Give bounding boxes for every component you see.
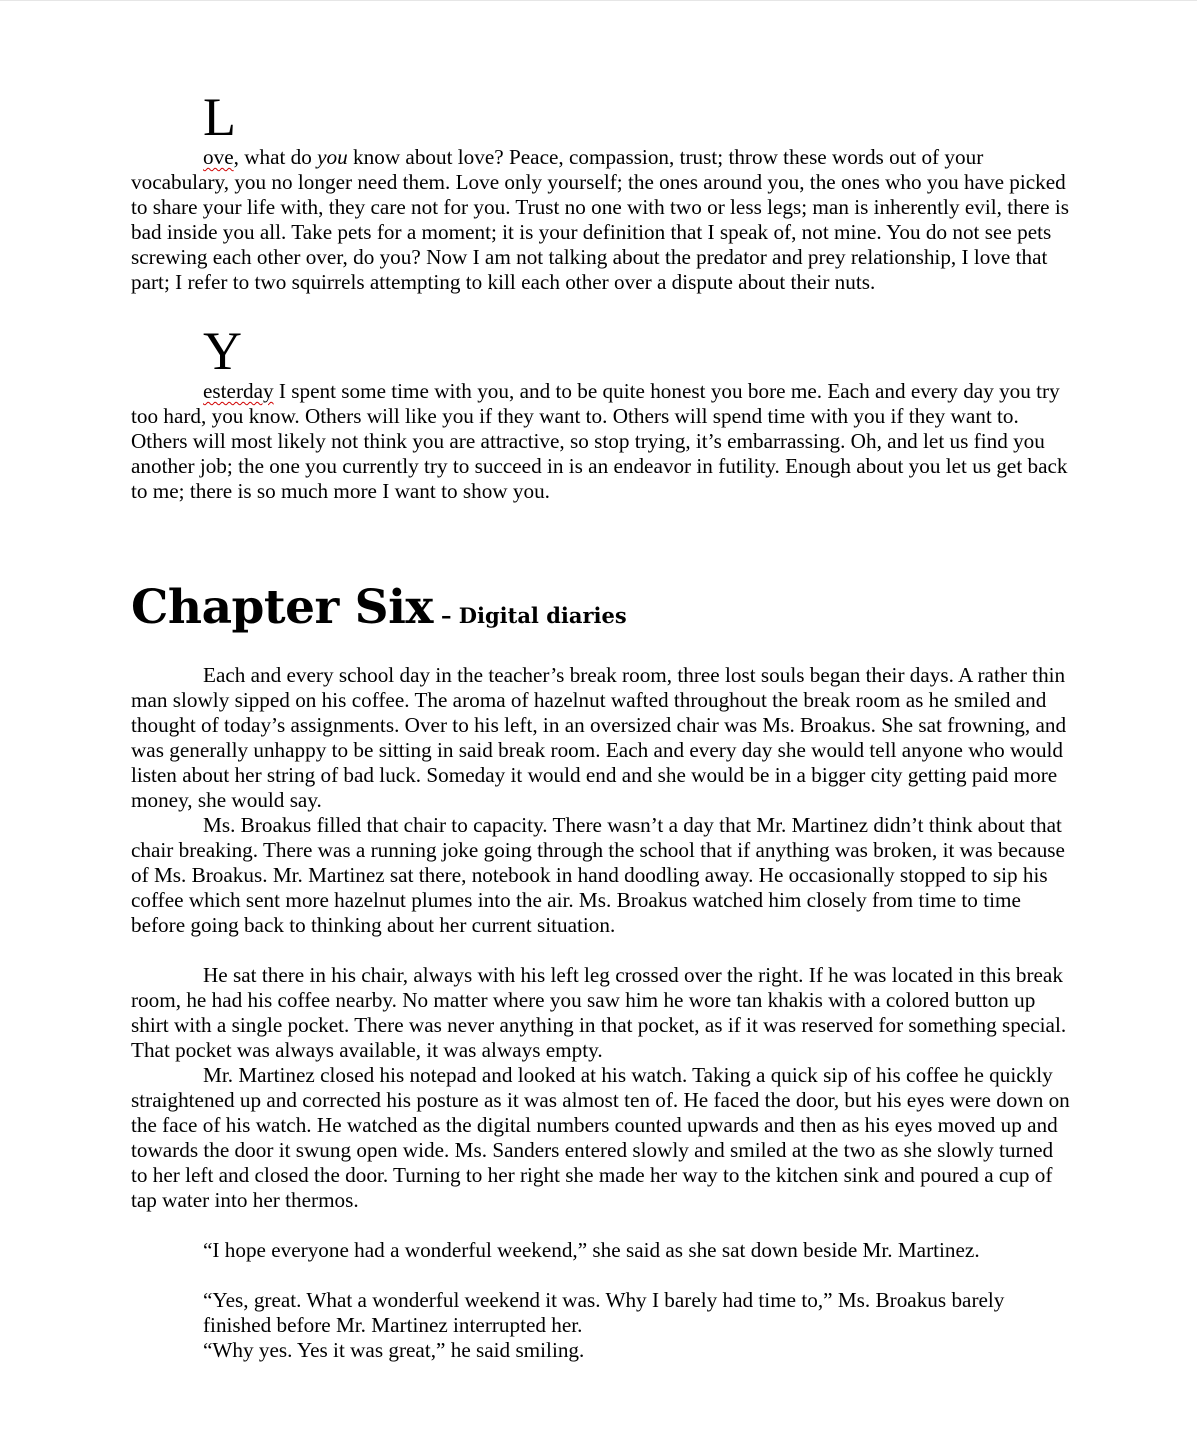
misspelled-word: esterday — [203, 379, 274, 403]
yesterday-paragraph: esterday I spent some time with you, and to be quite honest you bore me. Each and every day you try too hard, you know. Others will like you if they want to. Others will spend time with you if they want to. Others will most likely not think you are attractive, so stop trying, it’s embarrassing. Oh, and let us find you another job; the one you currently try to succeed in is an endeavor in futility. Enough about you let us get back to me; there is so much more I want to show you. — [131, 379, 1068, 503]
dialogue-line: “I hope everyone had a wonderful weekend,” she said as she sat down beside Mr. Martinez. — [203, 1238, 980, 1262]
misspelled-word: ove — [203, 145, 234, 169]
chapter-heading — [131, 580, 627, 635]
chapter-subtitle: – Digital diaries — [440, 603, 627, 628]
dialogue-line: “Yes, great. What a wonderful weekend it was. Why I barely had time to,” Ms. Broakus barely finished before Mr. Martinez interrupted her. — [203, 1288, 1005, 1337]
drop-cap-l: L — [203, 87, 236, 147]
body-paragraph: He sat there in his chair, always with his left leg crossed over the right. If he was located in this break room, he had his coffee nearby. No matter where you saw him he wore tan khakis with a colored button up shirt with a single pocket. There was never anything in that pocket, as if it was reserved for something special. That pocket was always available, it was always empty. — [131, 963, 1067, 1062]
emphasis-you: you — [317, 145, 348, 169]
body-paragraph: Mr. Martinez closed his notepad and looked at his watch. Taking a quick sip of his coffee he quickly straightened up and corrected his posture as it was almost ten of. He faced the door, but his eyes were down on the face of his watch. He watched as the digital numbers counted upwards and then as his eyes moved up and towards the door it swung open wide. Ms. Sanders entered slowly and smiled at the two as she slowly turned to her left and closed the door. Turning to her right she made her way to the kitchen sink and poured a cup of tap water into her thermos. — [131, 1063, 1070, 1212]
chapter-title: Chapter Six — [131, 580, 433, 635]
dialogue-line: “Why yes. Yes it was great,” he said smiling. — [203, 1338, 585, 1362]
page-top-edge — [0, 0, 1197, 1]
love-paragraph: ove, what do you know about love? Peace, compassion, trust; throw these words out of your vocabulary, you no longer need them. Love only yourself; the ones around you, the ones who you have picked to share your life with, they care not for you. Trust no one with two or less legs; man is inherently evil, there is bad inside you all. Take pets for a moment; it is your definition that I speak of, not mine. You do not see pets screwing each other over, do you? Now I am not talking about the predator and prey relationship, I love that part; I refer to two squirrels attempting to kill each other over a dispute about their nuts. — [131, 145, 1069, 294]
body-paragraph: Ms. Broakus filled that chair to capacity. There wasn’t a day that Mr. Martinez didn’t think about that chair breaking. There was a running joke going through the school that if anything was broken, it was because of Ms. Broakus. Mr. Martinez sat there, notebook in hand doodling away. He occasionally stopped to sip his coffee which sent more hazelnut plumes into the air. Ms. Broakus watched him closely from time to time before going back to thinking about her current situation. — [131, 813, 1065, 937]
body-paragraph: Each and every school day in the teacher’s break room, three lost souls began their days. A rather thin man slowly sipped on his coffee. The aroma of hazelnut wafted throughout the break room as he smiled and thought of today’s assignments. Over to his left, in an oversized chair was Ms. Broakus. She sat frowning, and was generally unhappy to be sitting in said break room. Each and every day she would tell anyone who would listen about her string of bad luck. Someday it would end and she would be in a bigger city getting paid more money, she would say. — [131, 663, 1067, 812]
drop-cap-y: Y — [203, 321, 242, 381]
